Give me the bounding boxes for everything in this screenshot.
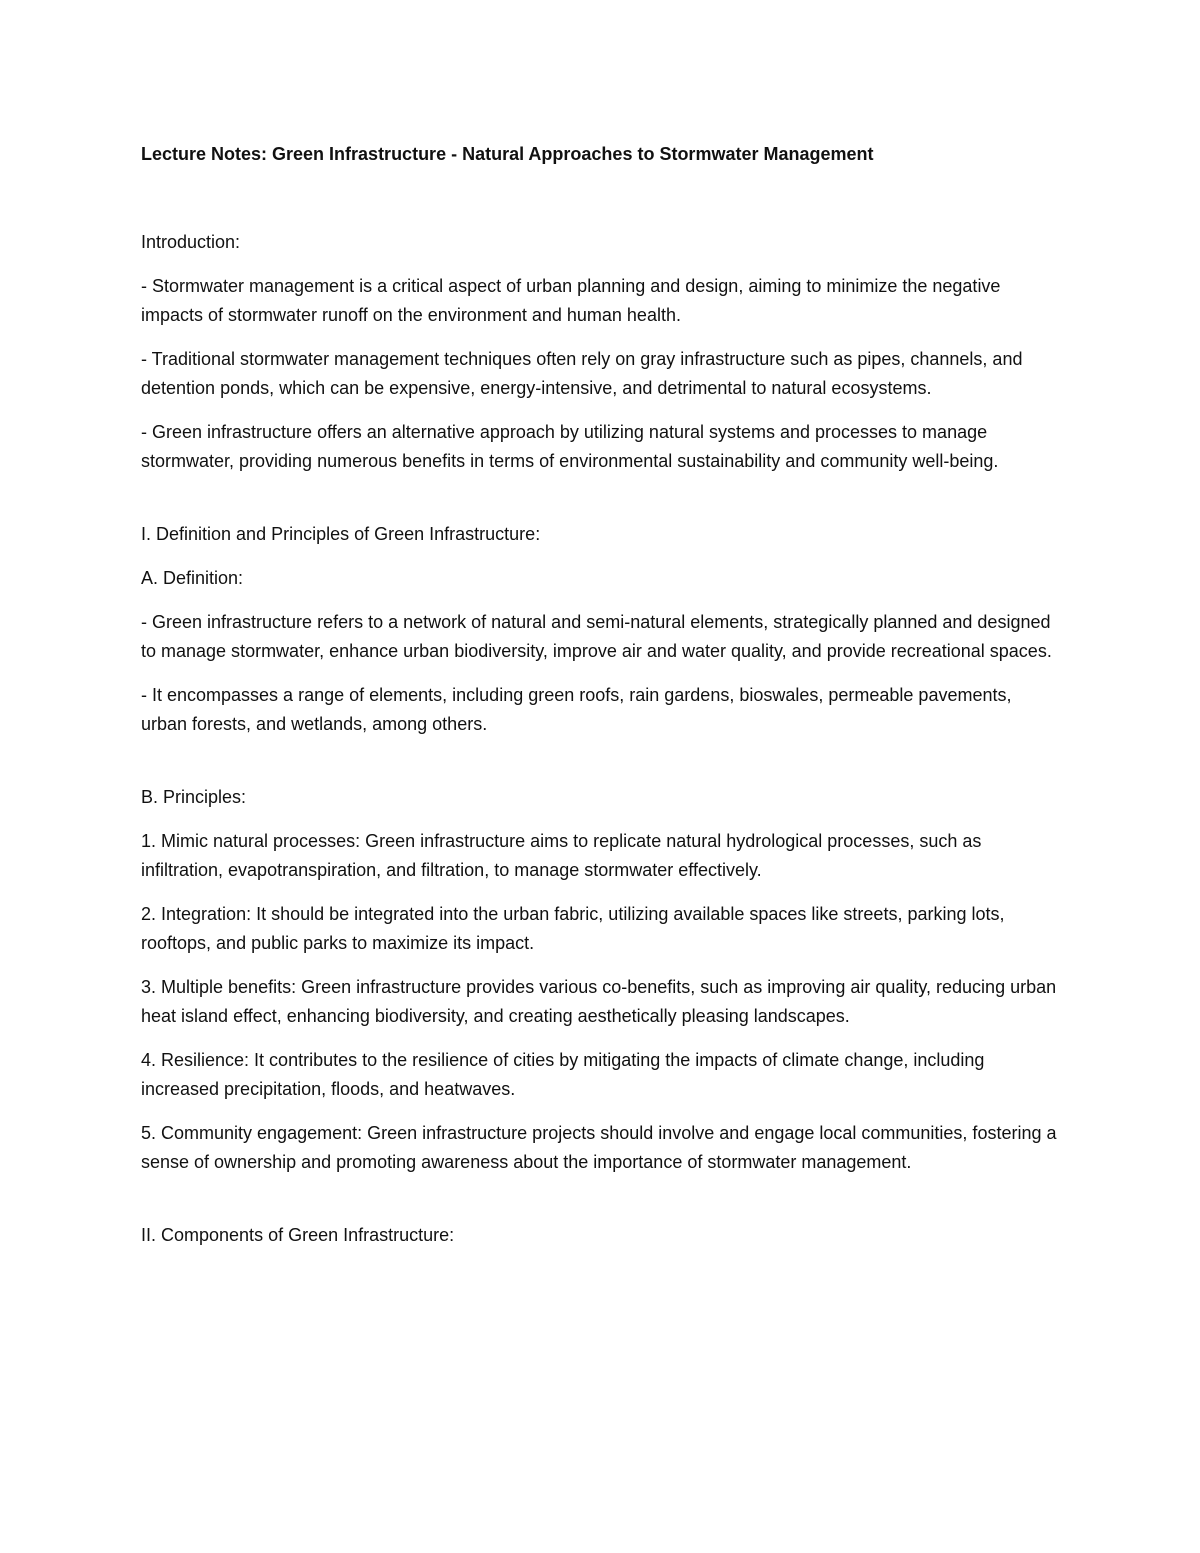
principle-item-4: 4. Resilience: It contributes to the resilience of cities by mitigating the impacts of climate change, including increased precipitation, floods, and heatwaves.	[141, 1050, 985, 1099]
principles-heading: B. Principles:	[141, 787, 247, 807]
document-title: Lecture Notes: Green Infrastructure - Natural Approaches to Stormwater Management	[141, 144, 874, 164]
definition-heading: A. Definition:	[141, 568, 244, 588]
intro-paragraph-1: - Stormwater management is a critical aspect of urban planning and design, aiming to minimize the negative impacts of stormwater runoff on the environment and human health.	[141, 276, 1001, 325]
section-2-heading: II. Components of Green Infrastructure:	[141, 1225, 455, 1245]
principle-item-3: 3. Multiple benefits: Green infrastructure provides various co-benefits, such as improving air quality, reducing urban heat island effect, enhancing biodiversity, and creating aesthetically pleasing landscapes.	[141, 977, 1057, 1026]
principle-item-5: 5. Community engagement: Green infrastructure projects should involve and engage local communities, fostering a sense of ownership and promoting awareness about the importance of stormwater management.	[141, 1123, 1057, 1172]
intro-heading: Introduction:	[141, 232, 241, 252]
principle-item-2: 2. Integration: It should be integrated into the urban fabric, utilizing available spaces like streets, parking lots, rooftops, and public parks to maximize its impact.	[141, 904, 1005, 953]
definition-paragraph-2: - It encompasses a range of elements, including green roofs, rain gardens, bioswales, permeable pavements, urban forests, and wetlands, among others.	[141, 685, 1012, 734]
principle-item-1: 1. Mimic natural processes: Green infrastructure aims to replicate natural hydrological processes, such as infiltration, evapotranspiration, and filtration, to manage stormwater effectively.	[141, 831, 982, 880]
section-1-heading: I. Definition and Principles of Green Infrastructure:	[141, 524, 541, 544]
intro-paragraph-3: - Green infrastructure offers an alternative approach by utilizing natural systems and processes to manage stormwater, providing numerous benefits in terms of environmental sustainability and community well-being.	[141, 422, 999, 471]
definition-paragraph-1: - Green infrastructure refers to a network of natural and semi-natural elements, strategically planned and designed to manage stormwater, enhance urban biodiversity, improve air and water quality, and provide recreational spaces.	[141, 612, 1052, 661]
intro-paragraph-2: - Traditional stormwater management techniques often rely on gray infrastructure such as pipes, channels, and detention ponds, which can be expensive, energy-intensive, and detrimental to natural ecosystems.	[141, 349, 1023, 398]
document-page	[141, 140, 1061, 1265]
